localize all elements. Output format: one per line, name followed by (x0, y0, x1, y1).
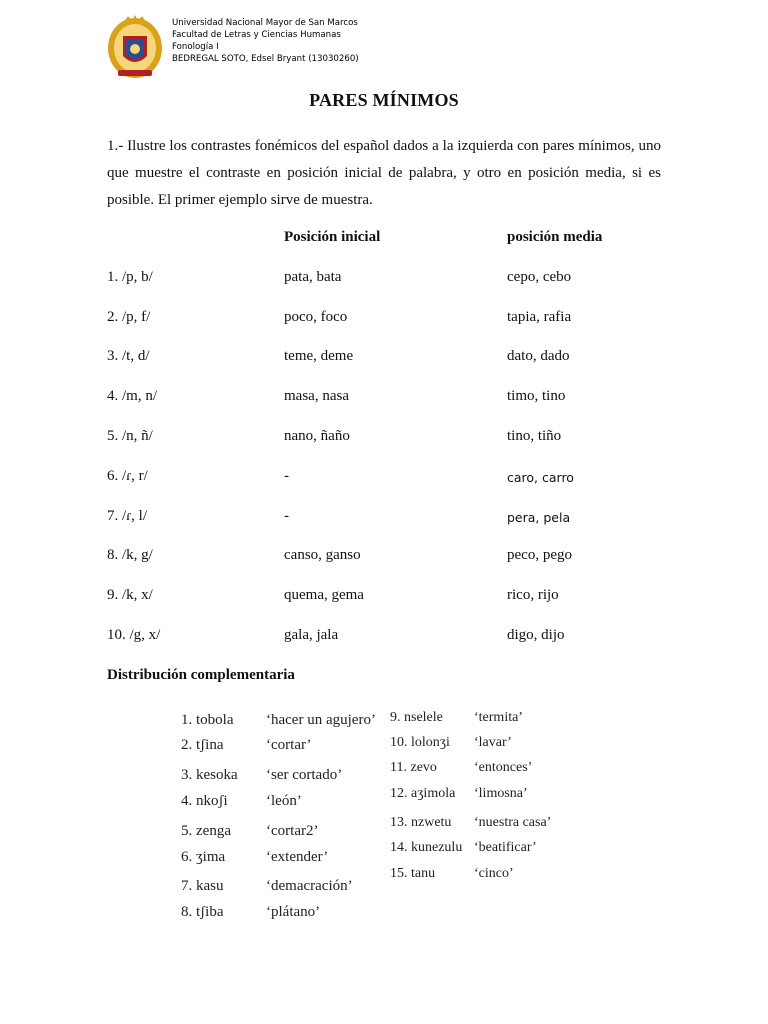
list-item (181, 849, 381, 871)
instructions-paragraph: 1.- Ilustre los contrastes fonémicos del español dados a la izquierda con pares mínimos, uno que muestre el contraste en posición inicial de palabra, y otro en posición media, si es posible. El primer ejemplo sirve de muestra. (107, 138, 661, 208)
gloss: ‘nuestra casa’ (474, 815, 552, 830)
course-name: Fonología I (172, 42, 219, 52)
gloss: ‘entonces’ (474, 760, 533, 775)
header-medial-position: posición media (507, 229, 603, 245)
word: 8. tʃiba (181, 904, 224, 920)
section-heading-distribution: Distribución complementaria (107, 667, 295, 683)
gloss: ‘cortar’ (266, 737, 312, 753)
table-row (0, 348, 768, 370)
list-item (181, 737, 381, 759)
initial-example: - (284, 508, 289, 524)
word: 6. ʒima (181, 849, 226, 865)
list-item (181, 767, 381, 789)
initial-example: masa, nasa (284, 388, 349, 404)
header-initial-position: Posición inicial (284, 229, 381, 245)
list-item (181, 712, 381, 734)
phoneme-pair: 10. /g, x/ (107, 627, 161, 643)
table-row (0, 508, 768, 530)
initial-example: poco, foco (284, 309, 348, 325)
list-item (390, 866, 570, 888)
list-item (390, 735, 570, 757)
initial-example: teme, deme (284, 348, 354, 364)
university-name: Universidad Nacional Mayor de San Marcos (172, 18, 358, 28)
medial-example: peco, pego (507, 547, 572, 563)
word: 7. kasu (181, 878, 224, 894)
gloss: ‘cinco’ (474, 866, 514, 881)
initial-example: quema, gema (284, 587, 364, 603)
table-row (0, 627, 768, 649)
phoneme-pair: 1. /p, b/ (107, 269, 153, 285)
initial-example: gala, jala (284, 627, 339, 643)
page-title: PARES MÍNIMOS (309, 90, 459, 110)
medial-example: rico, rijo (507, 587, 559, 603)
initial-example: - (284, 468, 289, 484)
gloss: ‘león’ (266, 793, 302, 809)
gloss: ‘limosna’ (474, 786, 528, 801)
word: 11. zevo (390, 760, 437, 775)
list-item (181, 823, 381, 845)
medial-example: tapia, rafia (507, 309, 572, 325)
initial-example: nano, ñaño (284, 428, 350, 444)
word: 10. lolonʒi (390, 735, 450, 750)
table-row (0, 587, 768, 609)
initial-example: canso, ganso (284, 547, 361, 563)
medial-example: digo, dijo (507, 627, 565, 643)
medial-example: tino, tiño (507, 428, 562, 444)
medial-example: timo, tino (507, 388, 566, 404)
gloss: ‘plátano’ (266, 904, 321, 920)
gloss: ‘ser cortado’ (266, 767, 343, 783)
medial-example: dato, dado (507, 348, 570, 364)
table-row (0, 428, 768, 450)
document-header (172, 17, 359, 65)
student-name: BEDREGAL SOTO, Edsel Bryant (13030260) (172, 54, 359, 64)
list-item (390, 760, 570, 782)
phoneme-pair: 9. /k, x/ (107, 587, 153, 603)
gloss: ‘beatificar’ (474, 840, 537, 855)
faculty-name: Facultad de Letras y Ciencias Humanas (172, 30, 341, 40)
gloss: ‘lavar’ (474, 735, 512, 750)
list-item (181, 878, 381, 900)
word: 9. nselele (390, 710, 443, 725)
table-row (0, 547, 768, 569)
medial-example: cepo, cebo (507, 269, 572, 285)
table-row (0, 269, 768, 291)
table-row (0, 468, 768, 490)
gloss: ‘termita’ (474, 710, 523, 725)
medial-example: caro, carro (507, 470, 574, 485)
gloss: ‘cortar2’ (266, 823, 319, 839)
word: 2. tʃina (181, 737, 224, 753)
word: 15. tanu (390, 866, 436, 881)
university-seal-logo (106, 12, 164, 80)
phoneme-pair: 4. /m, n/ (107, 388, 158, 404)
word: 3. kesoka (181, 767, 238, 783)
list-item (390, 815, 570, 837)
gloss: ‘demacración’ (266, 878, 353, 894)
table-row (0, 309, 768, 331)
phoneme-pair: 8. /k, g/ (107, 547, 153, 563)
word: 5. zenga (181, 823, 231, 839)
initial-example: pata, bata (284, 269, 342, 285)
phoneme-pair: 2. /p, f/ (107, 309, 151, 325)
gloss: ‘hacer un agujero’ (266, 712, 376, 728)
word: 4. nkoʃi (181, 793, 228, 809)
list-item (181, 793, 381, 815)
word: 1. tobola (181, 712, 234, 728)
phoneme-pair: 7. /ɾ, l/ (107, 508, 147, 524)
phoneme-pair: 3. /t, d/ (107, 348, 150, 364)
phoneme-pair: 6. /ɾ, r/ (107, 468, 148, 484)
phoneme-pair: 5. /n, ñ/ (107, 428, 153, 444)
word: 13. nzwetu (390, 815, 452, 830)
gloss: ‘extender’ (266, 849, 329, 865)
word: 14. kunezulu (390, 840, 463, 855)
list-item (181, 904, 381, 926)
list-item (390, 710, 570, 732)
list-item (390, 786, 570, 808)
list-item (390, 840, 570, 862)
medial-example: pera, pela (507, 510, 571, 525)
word: 12. aʒimola (390, 786, 456, 801)
table-row (0, 388, 768, 410)
